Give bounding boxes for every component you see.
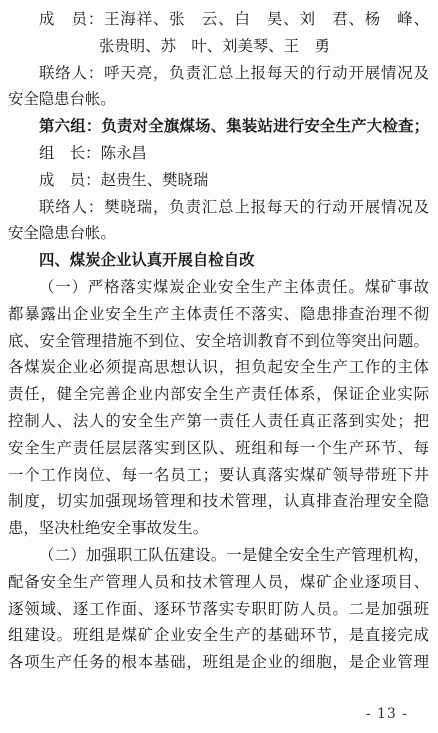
text-line: 联络人：呼天亮，负责汇总上报每天的行动开展情况及 [39, 63, 429, 82]
text-line: 四、煤炭企业认真开展自检自改 [39, 251, 255, 270]
text-line: 底、安全管理措施不到位、安全培训教育不到位等突出问题。 [8, 331, 429, 350]
text-line: 成 员：王海祥、张 云、白 昊、刘 君、杨 峰、 [39, 10, 429, 28]
document-page [8, 6, 429, 676]
text-line: 安全隐患台帐。 [8, 224, 116, 243]
text-line: 成 员：赵贵生、樊晓瑞 [39, 170, 209, 189]
text-line: 一个工作岗位、每一名员工；要认真落实煤矿领导带班下井 [8, 465, 429, 484]
text-line: 安全隐患台帐。 [8, 90, 116, 109]
text-line: 各项生产任务的根本基础，班组是企业的细胞，是企业管理 [8, 653, 429, 672]
text-line: 张贵明、苏 叶、刘美琴、王 勇 [99, 36, 330, 55]
text-line: 都暴露出企业安全生产主体责任不落实、隐患排查治理不彻 [8, 304, 429, 323]
text-line: 责任，健全完善企业内部安全生产责任体系，保证企业实际 [8, 385, 429, 404]
text-line: 联络人：樊晓瑞，负责汇总上报每天的行动开展情况及 [39, 197, 429, 216]
text-line: 安全生产责任层层落实到区队、班组和每一个生产环节、每 [8, 438, 429, 457]
text-line: 配备安全生产管理人员和技术管理人员，煤矿企业逐项目、 [8, 572, 429, 591]
text-line: 组建设。班组是煤矿企业安全生产的基础环节，是直接完成 [8, 626, 429, 645]
text-line: （二）加强职工队伍建设。一是健全安全生产管理机构， [39, 545, 429, 564]
page-number: - 13 - [365, 706, 408, 722]
text-line: 逐领域、逐工作面、逐环节落实专职盯防人员。二是加强班 [8, 599, 429, 618]
text-line: 制度，切实加强现场管理和技术管理，认真排查治理安全隐 [8, 492, 429, 511]
text-line: 第六组：负责对全旗煤场、集装站进行安全生产大检查； [39, 117, 429, 136]
text-line: 控制人、法人的安全生产第一责任人责任真正落到实处；把 [8, 411, 429, 430]
text-line: （一）严格落实煤炭企业安全生产主体责任。煤矿事故 [39, 277, 429, 296]
text-line: 患，坚决杜绝安全事故发生。 [8, 519, 209, 538]
text-line: 组 长：陈永昌 [39, 143, 147, 162]
text-line: 各煤炭企业必须提高思想认识，担负起安全生产工作的主体 [8, 358, 429, 377]
